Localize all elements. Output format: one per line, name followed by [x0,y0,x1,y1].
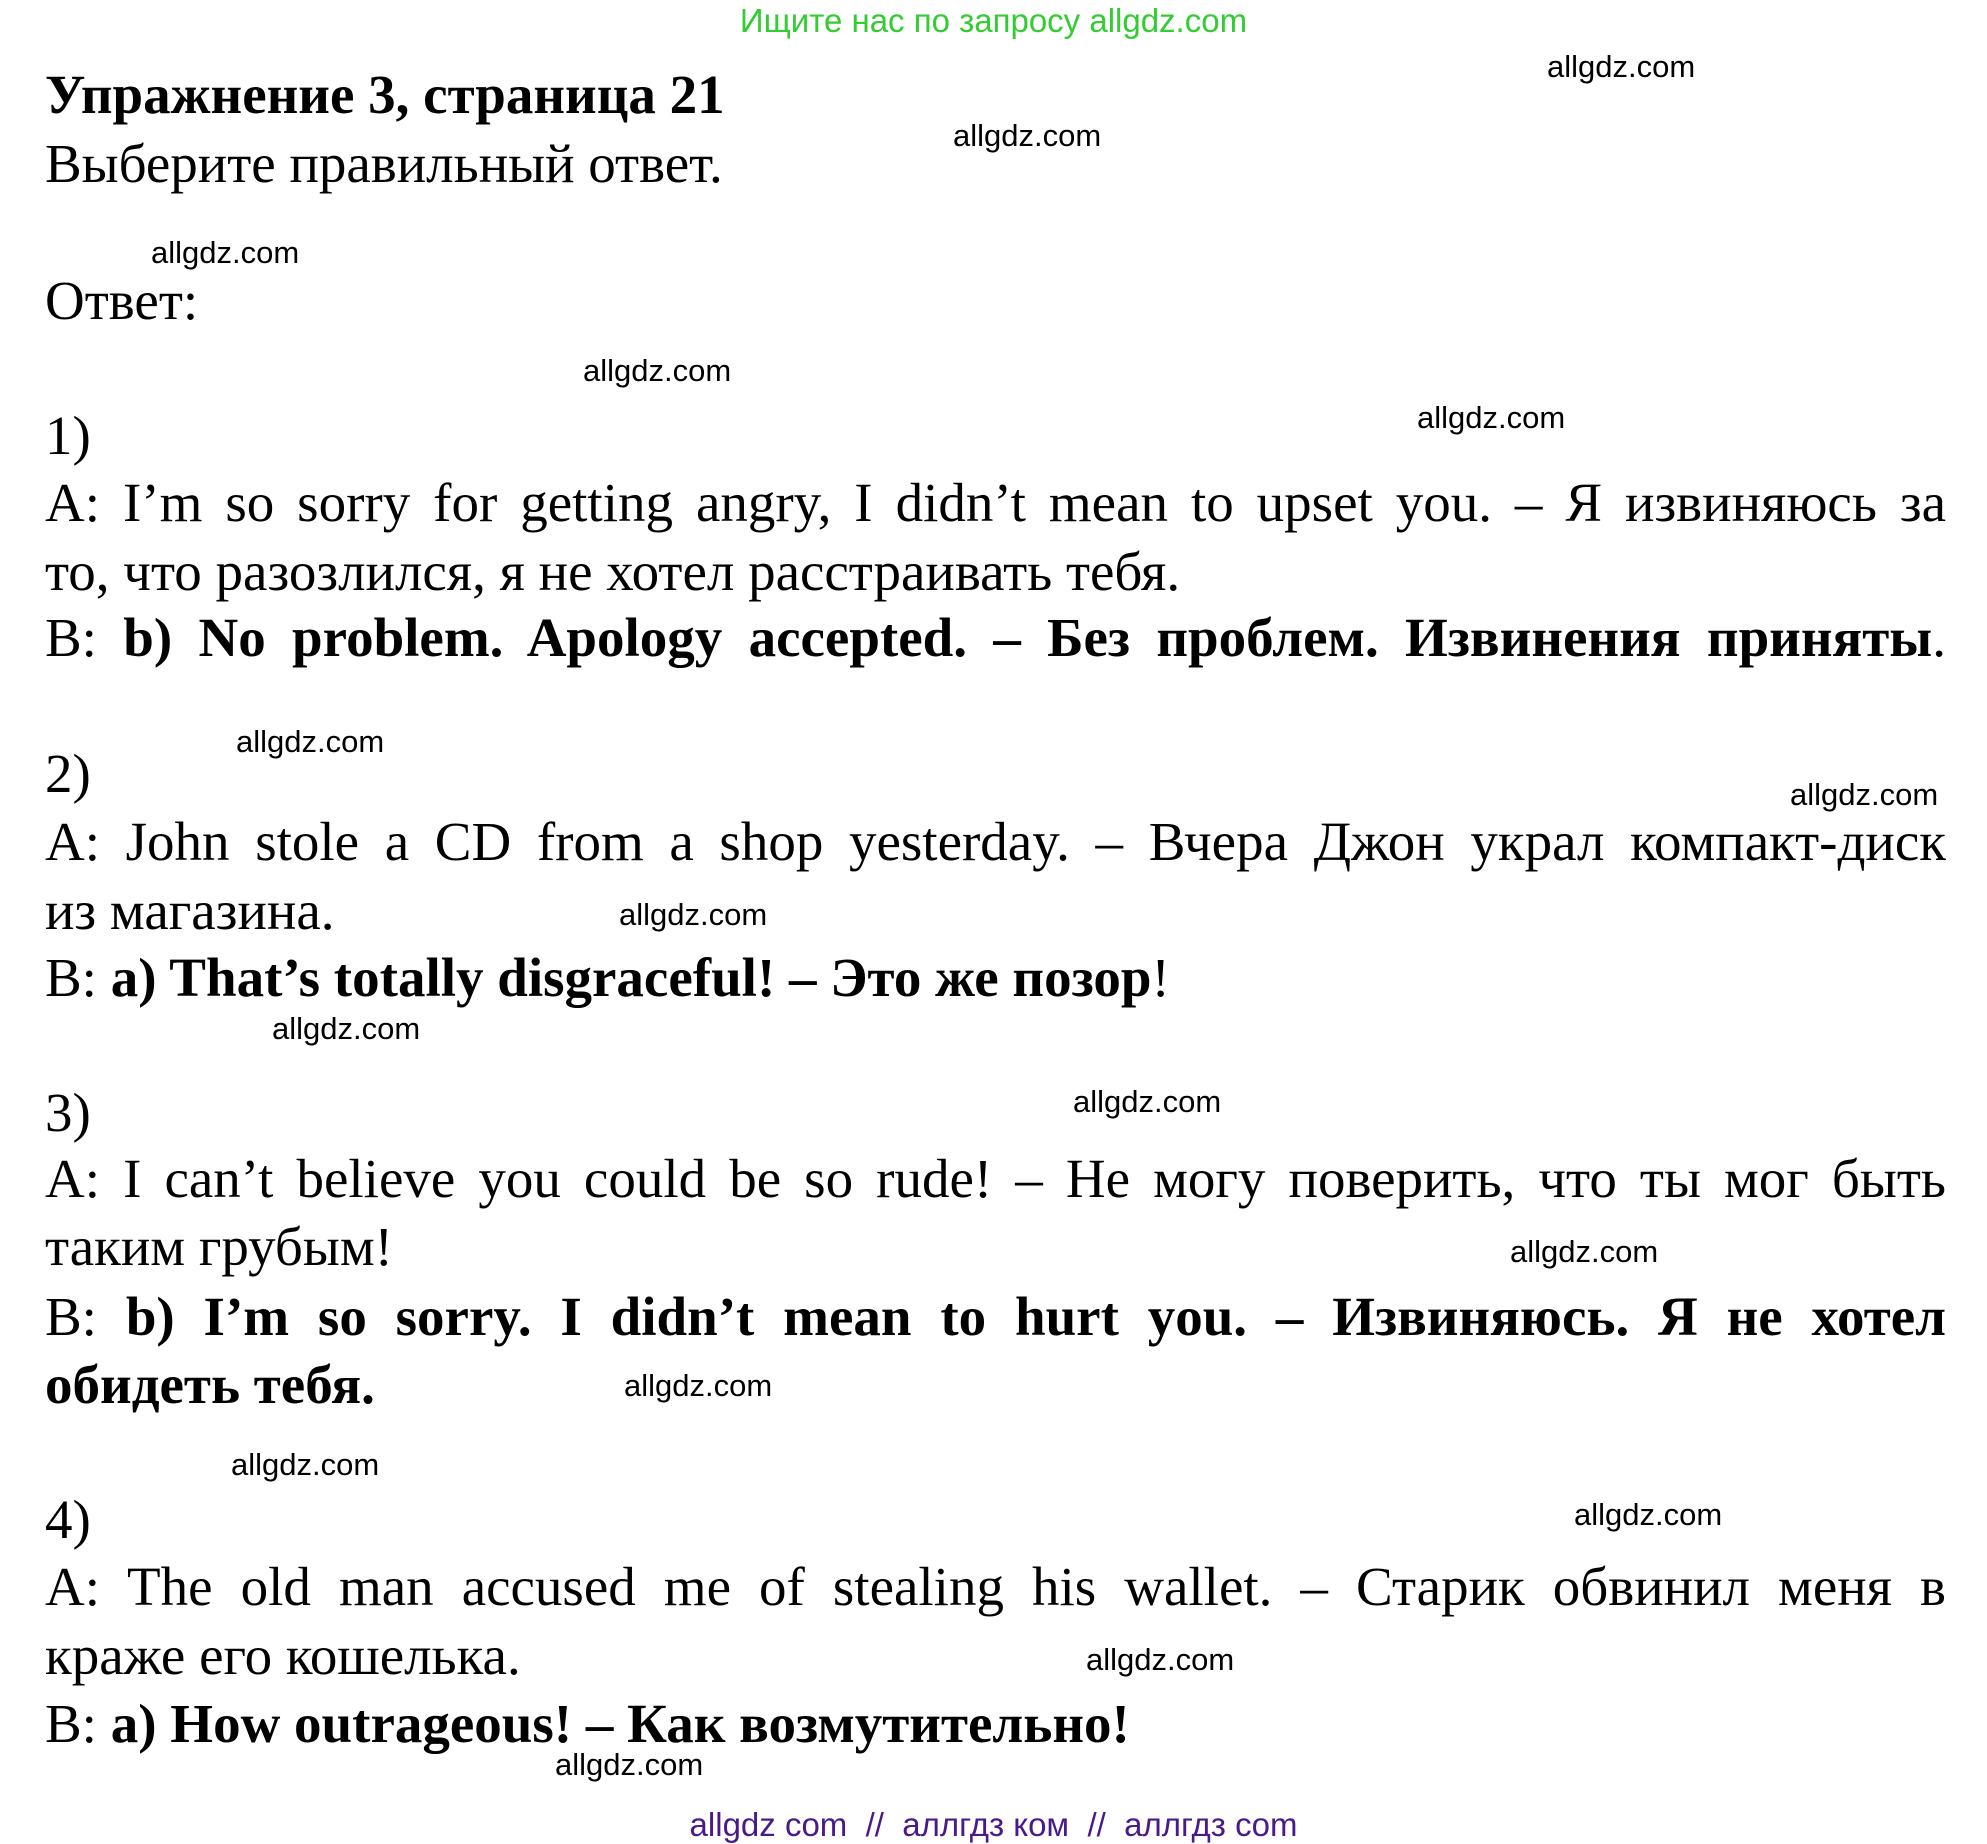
answer-label [45,268,1946,334]
text: A: John stole a CD from a shop yesterday. – Вчера Джон украл компакт-диск [45,811,1946,872]
watermark-text: allgdz.com [1547,49,1696,84]
item-number [45,403,1946,469]
text: 3) [45,1082,91,1143]
watermark-text: allgdz.com [1510,1234,1659,1269]
text: то, что разозлился, я не хотел расстраивать тебя. [45,541,1181,602]
watermark-text: allgdz.com [1790,777,1939,812]
answer-line [45,1691,1946,1757]
watermark-text: allgdz.com [555,1747,704,1782]
text: 4) [45,1489,91,1550]
bold-text: b) No problem. Apology accepted. – Без проблем. Извинения приняты [123,607,1933,668]
dialogue-line [45,1623,1946,1689]
text: Ответ: [45,270,199,331]
answer-line [45,945,1946,1011]
dialogue-line [45,878,1946,944]
watermark-text: allgdz.com [151,235,300,270]
answer-line [45,1284,1946,1350]
watermark-text: allgdz.com [236,724,385,759]
watermark-text: allgdz.com [583,353,732,388]
answer-line [45,1352,1946,1418]
dialogue-line [45,809,1946,875]
dialogue-line [45,1554,1946,1620]
text: из магазина. [45,880,335,941]
bold-text: a) How outrageous! – Как возмутительно! [110,1693,1130,1754]
text: B: [45,607,124,668]
watermark-text: allgdz.com [1417,400,1566,435]
dialogue-line [45,470,1946,536]
text: A: I can’t believe you could be so rude! – Не могу поверить, что ты мог быть [45,1148,1946,1209]
text: таким грубым! [45,1216,393,1277]
text: B: [45,1693,111,1754]
text: 1) [45,405,91,466]
text: ! [1151,947,1170,1008]
bold-text: b) I’m so sorry. I didn’t mean to hurt you. – Извиняюсь. Я не хотел [125,1286,1946,1347]
text: A: The old man accused me of stealing his wallet. – Старик обвинил меня в [45,1556,1946,1617]
text: B: [45,1286,126,1347]
text: краже его кошелька. [45,1625,521,1686]
text: B: [45,947,111,1008]
search-promo-banner: Ищите нас по запросу allgdz.com [739,2,1248,39]
watermark-text: allgdz.com [231,1447,380,1482]
dialogue-line [45,1214,1946,1280]
dialogue-line [45,539,1946,605]
watermark-text: allgdz.com [953,118,1102,153]
watermark-text: allgdz.com [1574,1497,1723,1532]
dialogue-line [45,1146,1946,1212]
watermark-text: allgdz.com [624,1368,773,1403]
footer-watermark: allgdz com // аллгдз ком // аллгдз com [689,1806,1298,1843]
text: . [1932,607,1946,668]
watermark-text: allgdz.com [1073,1084,1222,1119]
bold-text: обидеть тебя. [45,1354,375,1415]
item-number [45,1080,1946,1146]
bold-text: Упражнение 3, страница 21 [45,64,725,125]
bold-text: a) That’s totally disgraceful! – Это же позор [110,947,1152,1008]
text: 2) [45,743,91,804]
watermark-text: allgdz.com [1086,1642,1235,1677]
answer-line [45,605,1946,671]
watermark-text: allgdz.com [272,1011,421,1046]
text: A: I’m so sorry for getting angry, I didn’t mean to upset you. – Я извиняюсь за [45,472,1946,533]
text: Выберите правильный ответ. [45,133,723,194]
watermark-text: allgdz.com [619,897,768,932]
